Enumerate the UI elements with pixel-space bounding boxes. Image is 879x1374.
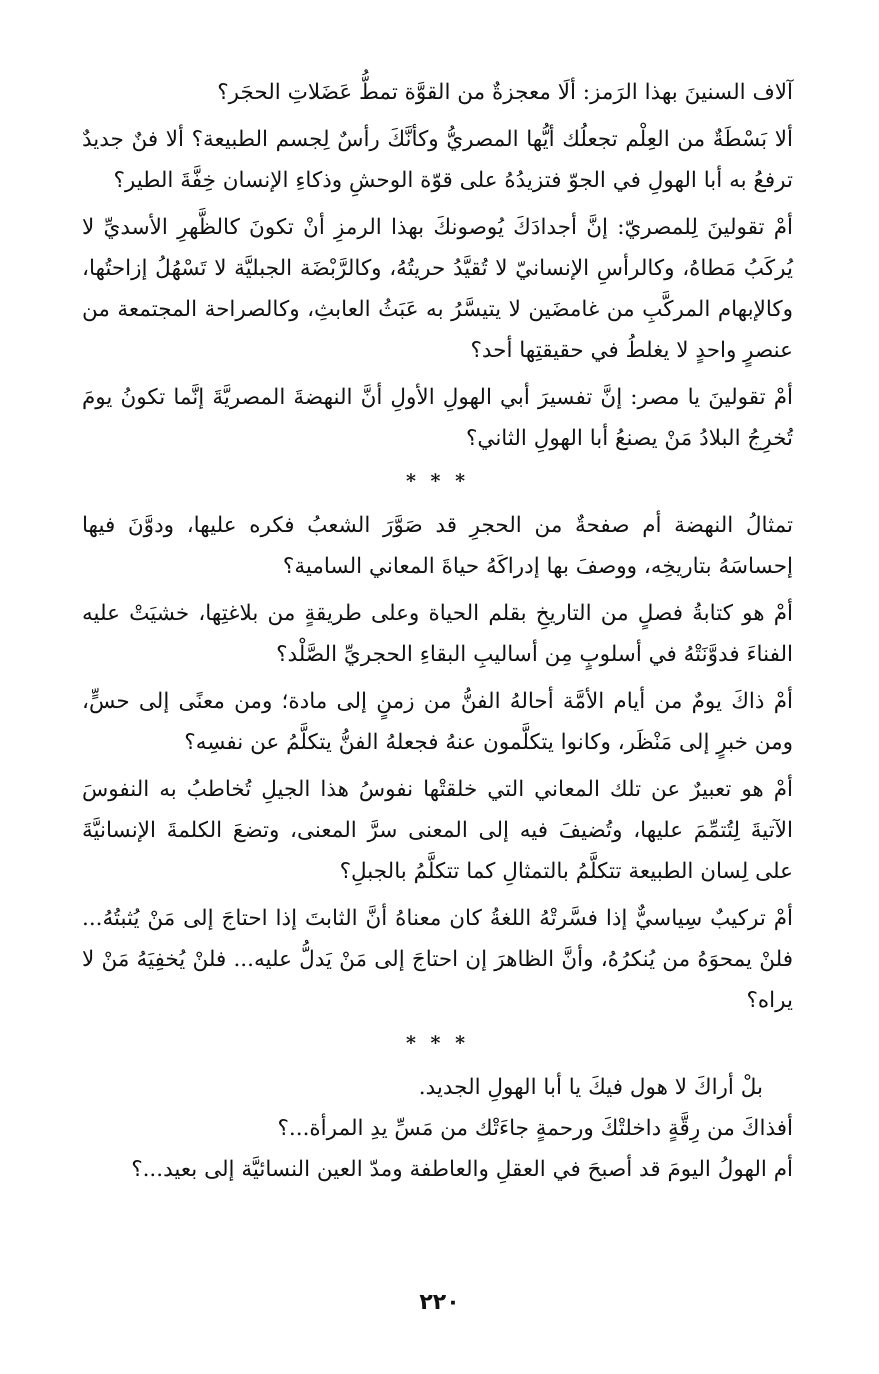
- paragraph: أمْ هو كتابةُ فصلٍ من التاريخِ بقلم الحياة وعلى طريقةٍ من بلاغتِها، خشيَتْ عليه الفناءَ فدوَّنَتْهُ في أسلوبٍ مِن أساليبِ البقاءِ الحجريِّ الصَّلْد؟: [82, 601, 793, 667]
- section-separator: * * *: [405, 1032, 470, 1054]
- closing-line: أم الهولُ اليومَ قد أصبحَ في العقلِ والعاطفة ومدّ العين النسائيَّة إلى بعيد...؟: [131, 1157, 793, 1182]
- paragraph: ألا بَسْطَةٌ من العِلْم تجعلُك أيُّها المصريُّ وكأنَّكَ رأسٌ لِجسم الطبيعة؟ ألا فنٌ جديدٌ ترفعُ به أبا الهولِ في الجوّ فتزيدُهُ على قوّة الوحشِ وذكاءِ الإنسان خِفَّةَ الطير؟: [82, 127, 793, 193]
- closing-line: أفذاكَ من رِقَّةٍ داخلتْكَ ورحمةٍ جاءَتْك من مَسِّ يدِ المرأة...؟: [277, 1116, 793, 1141]
- section-separator: * * *: [405, 470, 470, 492]
- paragraph: تمثالُ النهضة أم صفحةٌ من الحجرِ قد صَوَّرَ الشعبُ فكره عليها، ودوَّنَ فيها إحساسَهُ بتاريخِه، ووصفَ بها إدراكَهُ حياةَ المعاني السامية؟: [82, 513, 793, 579]
- paragraph: أمْ ذاكَ يومٌ من أيام الأمَّة أحالهُ الفنُّ من زمنٍ إلى مادة؛ ومن معنًى إلى حسٍّ، ومن خبرٍ إلى مَنْظَر، وكانوا يتكلَّمون عنهُ فجعلهُ الفنُّ يتكلَّمُ عن نفسِه؟: [82, 689, 793, 755]
- paragraph: أمْ تقولينَ يا مصر: إنَّ تفسيرَ أبي الهولِ الأولِ أنَّ النهضةَ المصريَّةَ إنَّما تكونُ يومَ تُخرِجُ البلادُ مَنْ يصنعُ أبا الهولِ الثاني؟: [82, 385, 793, 451]
- closing-line: بلْ أراكَ لا هول فيكَ يا أبا الهولِ الجديد.: [418, 1075, 763, 1100]
- closing-lines: [82, 1067, 793, 1190]
- paragraph: آلاف السنينَ بهذا الرَمز: ألَا معجزةٌ من القوَّة تمطُّ عَضَلاتِ الحجَر؟: [217, 80, 793, 105]
- body-text: [82, 72, 793, 1190]
- paragraph: أمْ هو تعبيرٌ عن تلك المعاني التي خلقتْها نفوسُ هذا الجيلِ تُخاطبُ به النفوسَ الآتيةَ لِتُتمِّمَ عليها، وتُضيفَ فيه إلى المعنى سرَّ المعنى، وتضعَ الكلمةَ الإنسانيَّةَ على لِسان الطبيعة تتكلَّمُ بالتمثالِ كما تتكلَّمُ بالجبلِ؟: [82, 777, 793, 884]
- paragraph: أمْ تركيبٌ سِياسيٌّ إذا فسَّرتْهُ اللغةُ كان معناهُ أنَّ الثابتَ إذا احتاجَ إلى مَنْ يُثبتُهُ... فلنْ يمحوَهُ من يُنكرُهُ، وأنَّ الظاهرَ إن احتاجَ إلى مَنْ يَدلُّ عليه... فلنْ يُخفِيَهُ مَنْ لا يراه؟: [82, 906, 793, 1013]
- paragraph: أمْ تقولينَ لِلمصريّ: إنَّ أجدادَكَ يُوصونكَ بهذا الرمزِ أنْ تكونَ كالظَّهرِ الأسديِّ لا يُركَبُ مَطاهُ، وكالرأسِ الإنسانيّ لا تُقيَّدُ حريتُهُ، وكالرَّبْضَة الجبليَّة لا تَسْهُلُ إزاحتُها، وكالإبهام المركَّبِ من غامضَين لا يتيسَّرُ به عَبَثُ العابثِ، وكالصراحة المجتمعة من عنصرٍ واحدٍ لا يغلطُ في حقيقتِها أحد؟: [82, 215, 793, 363]
- page-number: ٢٢٠: [419, 1290, 460, 1315]
